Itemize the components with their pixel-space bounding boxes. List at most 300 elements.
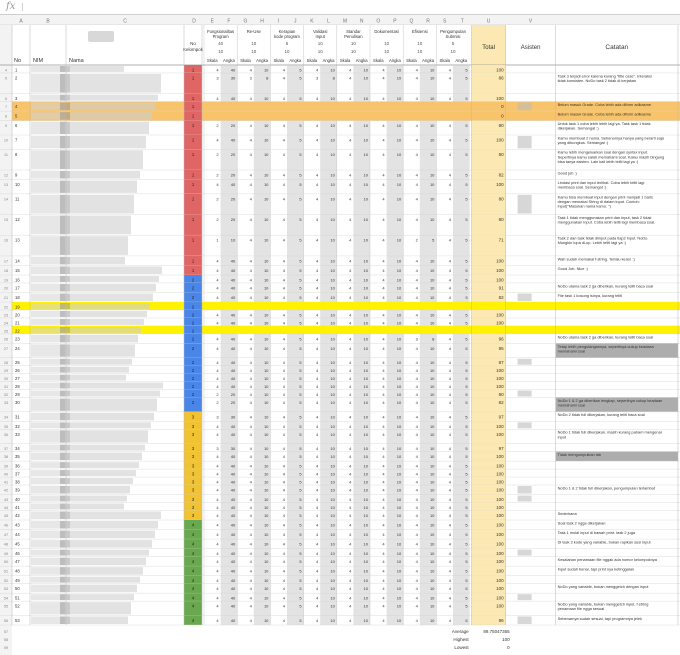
score-value: 4 [415, 617, 418, 623]
score-value: 4 [216, 431, 219, 437]
score-value: 10 [396, 312, 402, 318]
total-value: 100 [496, 504, 504, 510]
score-value: 4 [315, 463, 319, 469]
score-value: 10 [396, 578, 402, 584]
header-skala: Skala [339, 58, 351, 63]
row-number: 13 [3, 183, 9, 188]
score-value: 10 [330, 497, 335, 502]
score-value: 10 [363, 541, 368, 547]
score-value: 3 [249, 75, 252, 81]
blurred-nim-dark [60, 413, 70, 421]
score-value: 4 [448, 446, 451, 452]
score-value: 5 [299, 336, 302, 342]
score-value: 5 [465, 578, 468, 584]
blurred-nama [70, 462, 139, 468]
score-value: 5 [299, 217, 302, 223]
score-value: 10 [396, 423, 402, 429]
score-value: 40 [230, 541, 236, 547]
score-value: 4 [249, 522, 252, 528]
note-text [558, 236, 649, 246]
blurred-nama [70, 335, 138, 343]
score-value: 10 [330, 522, 335, 528]
score-value: 10 [363, 603, 368, 609]
cell-no: 7 [15, 137, 18, 143]
score-value: 10 [330, 400, 335, 405]
row-number: 37 [3, 447, 9, 452]
score-value: 5 [299, 75, 302, 81]
score-value: 10 [330, 123, 335, 129]
score-value: 4 [282, 471, 285, 477]
score-value: 4 [216, 320, 219, 326]
score-value: 10 [363, 123, 368, 129]
group-number: 4 [191, 559, 195, 565]
score-value: 4 [349, 123, 352, 129]
score-value: 10 [363, 172, 368, 178]
cell-no: 5 [15, 113, 18, 119]
score-value: 10 [263, 345, 269, 351]
note-text [558, 170, 578, 175]
score-value: 4 [382, 414, 385, 420]
score-value: 4 [315, 479, 319, 485]
blurred-nama [70, 577, 140, 583]
blurred-nim [31, 112, 65, 120]
note-text [558, 194, 653, 208]
cell-no: 24 [15, 345, 20, 351]
score-value: 10 [363, 578, 368, 584]
score-value: 4 [216, 504, 219, 510]
score-value: 10 [429, 285, 435, 291]
score-value: 4 [415, 568, 418, 574]
column-letter: R [426, 18, 430, 25]
note-text [558, 485, 656, 490]
group-number: 2 [191, 295, 195, 300]
score-value: 4 [382, 67, 385, 73]
score-value: 10 [263, 414, 269, 420]
score-value: 10 [429, 368, 435, 374]
group-number: 2 [191, 384, 195, 390]
note-line: dikerjakan. Semangat :) [557, 125, 599, 131]
score-value: 4 [249, 67, 252, 73]
score-value: 5 [299, 237, 302, 243]
blurred-nim [31, 470, 65, 476]
blurred-nim [31, 602, 65, 614]
score-value: 10 [330, 423, 335, 429]
score-value: 4 [249, 196, 252, 202]
score-value: 10 [396, 137, 402, 143]
score-value: 4 [448, 414, 451, 420]
blurred-nim [31, 216, 65, 235]
total-value: 95 [498, 345, 504, 351]
blurred-asisten [518, 391, 532, 397]
score-value: 4 [282, 295, 285, 300]
note-text [558, 602, 649, 612]
blurred-nim-dark [60, 391, 70, 397]
score-value: 4 [282, 182, 285, 188]
score-value: 10 [330, 504, 335, 510]
score-value: 5 [465, 182, 468, 188]
score-value: 10 [429, 172, 435, 178]
total-value: 87 [498, 360, 504, 366]
note-line: Wah sudah memakai f-string. Terlalu keren :) [557, 256, 635, 262]
score-value: 4 [282, 392, 285, 397]
total-value: 100 [496, 541, 504, 547]
note-text [558, 520, 606, 525]
score-value: 4 [249, 360, 252, 366]
blurred-nama [70, 74, 161, 93]
total-value: 100 [496, 454, 504, 460]
score-value: 4 [448, 617, 451, 623]
score-value: 4 [349, 446, 352, 452]
note-text [558, 539, 652, 544]
cell-no: 44 [15, 532, 20, 538]
blurred-nim-dark [60, 74, 70, 93]
score-value: 5 [465, 137, 468, 143]
score-value: 4 [315, 267, 319, 273]
blurred-nim [31, 521, 65, 529]
score-value: 10 [330, 578, 335, 584]
header-criteria-max: 10 [218, 49, 224, 54]
score-value: 4 [216, 541, 219, 547]
score-value: 10 [363, 414, 368, 420]
blurred-nim [31, 567, 65, 575]
score-value: 5 [299, 617, 302, 623]
score-value: 10 [363, 568, 368, 574]
score-value: 4 [249, 559, 252, 565]
note-line: Kamu membuat 2 nama. Sebenarnya hanya yang berarti saja [557, 135, 664, 141]
score-value: 10 [396, 446, 402, 452]
score-value: 10 [396, 295, 402, 300]
score-value: 4 [415, 258, 418, 264]
score-value: 4 [315, 336, 319, 342]
score-value: 10 [330, 67, 335, 73]
score-value: 10 [429, 568, 435, 574]
score-value: 10 [396, 182, 402, 188]
score-value: 4 [382, 172, 385, 178]
note-text [558, 616, 642, 621]
note-line: bisa tanya asisten. Lain kali lebih teliti lagi ya :) [557, 158, 639, 164]
score-value: 4 [382, 295, 385, 300]
total-value: 100 [496, 512, 504, 518]
note-text [558, 293, 623, 298]
score-value: 4 [282, 217, 285, 223]
blurred-nim-dark [60, 294, 70, 302]
row-number: 46 [3, 523, 9, 528]
note-line: Kesalahan penamaan file nggak ada nomor kelompoknya [557, 556, 657, 562]
group-number: 4 [191, 595, 195, 601]
summary-label: Average [451, 629, 469, 634]
score-value: 4 [282, 151, 285, 157]
score-value: 10 [330, 360, 335, 366]
score-value: 4 [249, 123, 252, 129]
total-value: 91 [498, 285, 504, 291]
score-value: 10 [396, 431, 402, 437]
score-value: 4 [315, 123, 319, 129]
blurred-nim [31, 150, 65, 169]
score-value: 4 [349, 345, 352, 351]
score-value: 4 [349, 295, 352, 300]
score-value: 10 [429, 578, 435, 584]
blurred-nama [70, 511, 161, 519]
score-value: 10 [330, 237, 335, 243]
score-value: 4 [382, 258, 385, 264]
total-value: 100 [496, 258, 504, 264]
score-value: 4 [216, 532, 219, 538]
score-value: 4 [282, 603, 285, 609]
header-skala: Skala [406, 58, 417, 63]
score-value: 10 [429, 376, 435, 382]
score-value: 4 [249, 96, 252, 102]
blurred-nim [31, 445, 65, 451]
score-value: 10 [396, 595, 402, 601]
grid-canvas[interactable] [0, 15, 680, 655]
score-value: 10 [429, 487, 435, 493]
score-value: 4 [249, 586, 252, 592]
row-number: 42 [3, 488, 9, 493]
score-value: 10 [330, 285, 335, 291]
score-value: 20 [230, 217, 236, 223]
blurred-nim [31, 616, 65, 624]
score-value: 1 [216, 237, 219, 243]
score-value: 5 [465, 446, 468, 452]
score-value: 10 [363, 400, 368, 405]
header-nama: Nama [69, 58, 84, 64]
cell-no: 14 [15, 258, 20, 264]
group-number: 1 [191, 151, 195, 157]
score-value: 10 [363, 96, 368, 102]
group-number: 3 [191, 504, 195, 510]
score-value: 4 [415, 497, 418, 502]
score-value: 5 [299, 454, 302, 460]
blurred-nama [70, 122, 149, 134]
row-number: 15 [3, 218, 9, 223]
score-value: 10 [330, 541, 335, 547]
score-value: 10 [263, 617, 269, 623]
score-value: 5 [299, 345, 302, 351]
score-value: 4 [448, 295, 451, 300]
score-value: 40 [230, 384, 236, 390]
blurred-nim [31, 399, 65, 411]
score-value: 2 [216, 172, 219, 178]
score-value: 40 [230, 504, 236, 510]
score-value: 3 [315, 75, 319, 81]
note-text [558, 567, 635, 572]
note-line: memahami soal [557, 348, 586, 354]
note-line: Soal task 2 ngga dikerjakan [557, 520, 606, 526]
score-value: 8 [266, 75, 269, 81]
score-value: 5 [299, 360, 302, 366]
score-value: 4 [349, 617, 352, 623]
score-value: 5 [465, 384, 468, 390]
score-value: 4 [349, 522, 352, 528]
group-number: 3 [191, 431, 195, 437]
score-value: 5 [299, 541, 302, 547]
score-value: 5 [465, 376, 468, 382]
score-value: 4 [249, 512, 252, 518]
score-value: 4 [249, 497, 252, 502]
blurred-nama [70, 257, 125, 265]
score-value: 10 [429, 320, 435, 326]
score-value: 4 [315, 172, 319, 178]
score-value: 4 [282, 123, 285, 129]
score-value: 10 [363, 277, 368, 283]
cell-no: 6 [15, 123, 18, 129]
cell-no: 46 [15, 551, 20, 557]
blurred-asisten [518, 550, 532, 556]
score-value: 4 [282, 423, 285, 429]
formula-bar[interactable] [0, 0, 680, 15]
note-line: input("Masukan nama kamu: ") [557, 203, 611, 209]
score-value: 4 [415, 578, 418, 584]
note-line: NoDo 2 tidak full dikerjakan, kurang teliti baca soal [557, 412, 645, 418]
cell-no: 43 [15, 522, 20, 528]
score-value: 10 [396, 512, 402, 518]
score-value: 4 [315, 454, 319, 460]
score-value: 40 [230, 423, 236, 429]
score-value: 4 [349, 320, 352, 326]
score-value: 4 [415, 595, 418, 601]
score-value: 10 [363, 559, 368, 565]
total-value: 96 [498, 617, 504, 623]
blurred-nim-dark [60, 521, 70, 529]
score-value: 10 [396, 541, 402, 547]
note-text [558, 112, 651, 117]
score-value: 10 [263, 512, 269, 518]
score-value: 4 [315, 595, 319, 601]
score-value: 10 [363, 384, 368, 390]
score-value: 4 [282, 267, 285, 273]
score-value: 10 [263, 578, 269, 584]
note-line: NoDo 1 & 2 ga diberikan lengkap, sepertinya cukup keadaan [557, 397, 663, 403]
score-value: 10 [363, 285, 368, 291]
score-value: 4 [249, 487, 252, 493]
blurred-nama [70, 550, 149, 556]
score-value: 4 [249, 277, 252, 283]
score-value: 10 [429, 463, 435, 469]
score-value: 4 [315, 360, 319, 366]
score-value: 10 [429, 312, 435, 318]
score-value: 10 [429, 258, 435, 264]
total-value: 100 [496, 267, 504, 273]
score-value: 10 [396, 368, 402, 374]
blurred-nim [31, 367, 65, 373]
blurred-asisten [518, 136, 532, 148]
row-number: 51 [3, 569, 9, 574]
group-number: 2 [191, 345, 195, 351]
score-value: 40 [230, 320, 236, 326]
blurred-nim-dark [60, 375, 70, 381]
blurred-nama [70, 602, 131, 614]
score-value: 4 [216, 559, 219, 565]
score-value: 10 [363, 368, 368, 374]
blurred-nama [70, 375, 126, 381]
cell-no: 17 [15, 285, 20, 291]
total-value: 80 [498, 151, 504, 157]
score-value: 10 [396, 551, 402, 557]
column-letter: A [19, 18, 23, 25]
score-value: 4 [349, 312, 352, 318]
score-value: 3 [216, 75, 219, 81]
score-value: 10 [429, 384, 435, 390]
blurred-nama [70, 496, 127, 502]
score-value: 30 [230, 414, 236, 420]
score-value: 10 [330, 345, 335, 351]
score-value: 10 [396, 285, 402, 291]
score-value: 10 [429, 196, 435, 202]
score-value: 10 [396, 172, 402, 178]
header-criteria-max: 10 [417, 49, 423, 54]
score-value: 4 [282, 497, 285, 502]
score-value: 4 [249, 431, 252, 437]
header-criteria-name: Fungsionalitas [207, 29, 235, 34]
score-value: 4 [415, 267, 418, 273]
score-value: 4 [216, 423, 219, 429]
total-value: 100 [496, 479, 504, 485]
score-value: 4 [216, 497, 219, 502]
header-no: No [14, 58, 22, 64]
score-value: 4 [282, 67, 285, 73]
score-value: 10 [330, 320, 335, 326]
blurred-nama [70, 195, 134, 214]
spreadsheet-grid[interactable] [0, 15, 680, 655]
row-number: 4 [4, 68, 8, 73]
score-value: 40 [230, 267, 236, 273]
score-value: 10 [429, 217, 435, 223]
score-value: 5 [299, 267, 302, 273]
score-value: 4 [282, 336, 285, 342]
note-line: NoDo utama task 2 ga diberikan, kurang teliti baca soal [557, 283, 653, 289]
column-letter: P [393, 18, 397, 25]
score-value: 4 [448, 532, 451, 538]
score-value: 2 [216, 196, 219, 202]
score-value: 4 [349, 603, 352, 609]
blurred-asisten [518, 359, 532, 365]
total-value: 100 [496, 67, 504, 73]
score-value: 4 [448, 541, 451, 547]
score-value: 4 [282, 454, 285, 460]
blurred-nim [31, 462, 65, 468]
group-number: 2 [191, 277, 195, 283]
score-value: 4 [282, 196, 285, 202]
column-letter: G [243, 18, 248, 25]
score-value: 4 [216, 360, 219, 366]
score-value: 4 [249, 320, 252, 326]
blurred-nama [70, 303, 150, 309]
score-value: 10 [429, 471, 435, 477]
score-value: 4 [448, 504, 451, 510]
row-number: 20 [3, 286, 9, 291]
score-value: 4 [349, 541, 352, 547]
header-skala: Skala [373, 58, 384, 63]
score-value: 10 [263, 522, 269, 528]
total-value: 100 [496, 376, 504, 382]
score-value: 10 [263, 277, 269, 283]
note-line: membaca soal. Semangat :) [557, 184, 607, 190]
row-number: 17 [3, 259, 9, 264]
header-criteria-weight: 10 [350, 41, 356, 46]
score-value: 10 [263, 285, 269, 291]
score-value: 4 [415, 454, 418, 460]
score-value: 4 [315, 431, 319, 437]
cell-no: 52 [15, 603, 20, 609]
score-value: 4 [349, 196, 352, 202]
score-value: 4 [382, 400, 385, 405]
blurred-nim [31, 303, 65, 309]
score-value: 10 [363, 595, 368, 601]
score-value: 4 [216, 376, 219, 382]
blurred-nim-dark [60, 122, 70, 134]
score-value: 4 [282, 368, 285, 374]
column-letter: S [443, 18, 447, 25]
